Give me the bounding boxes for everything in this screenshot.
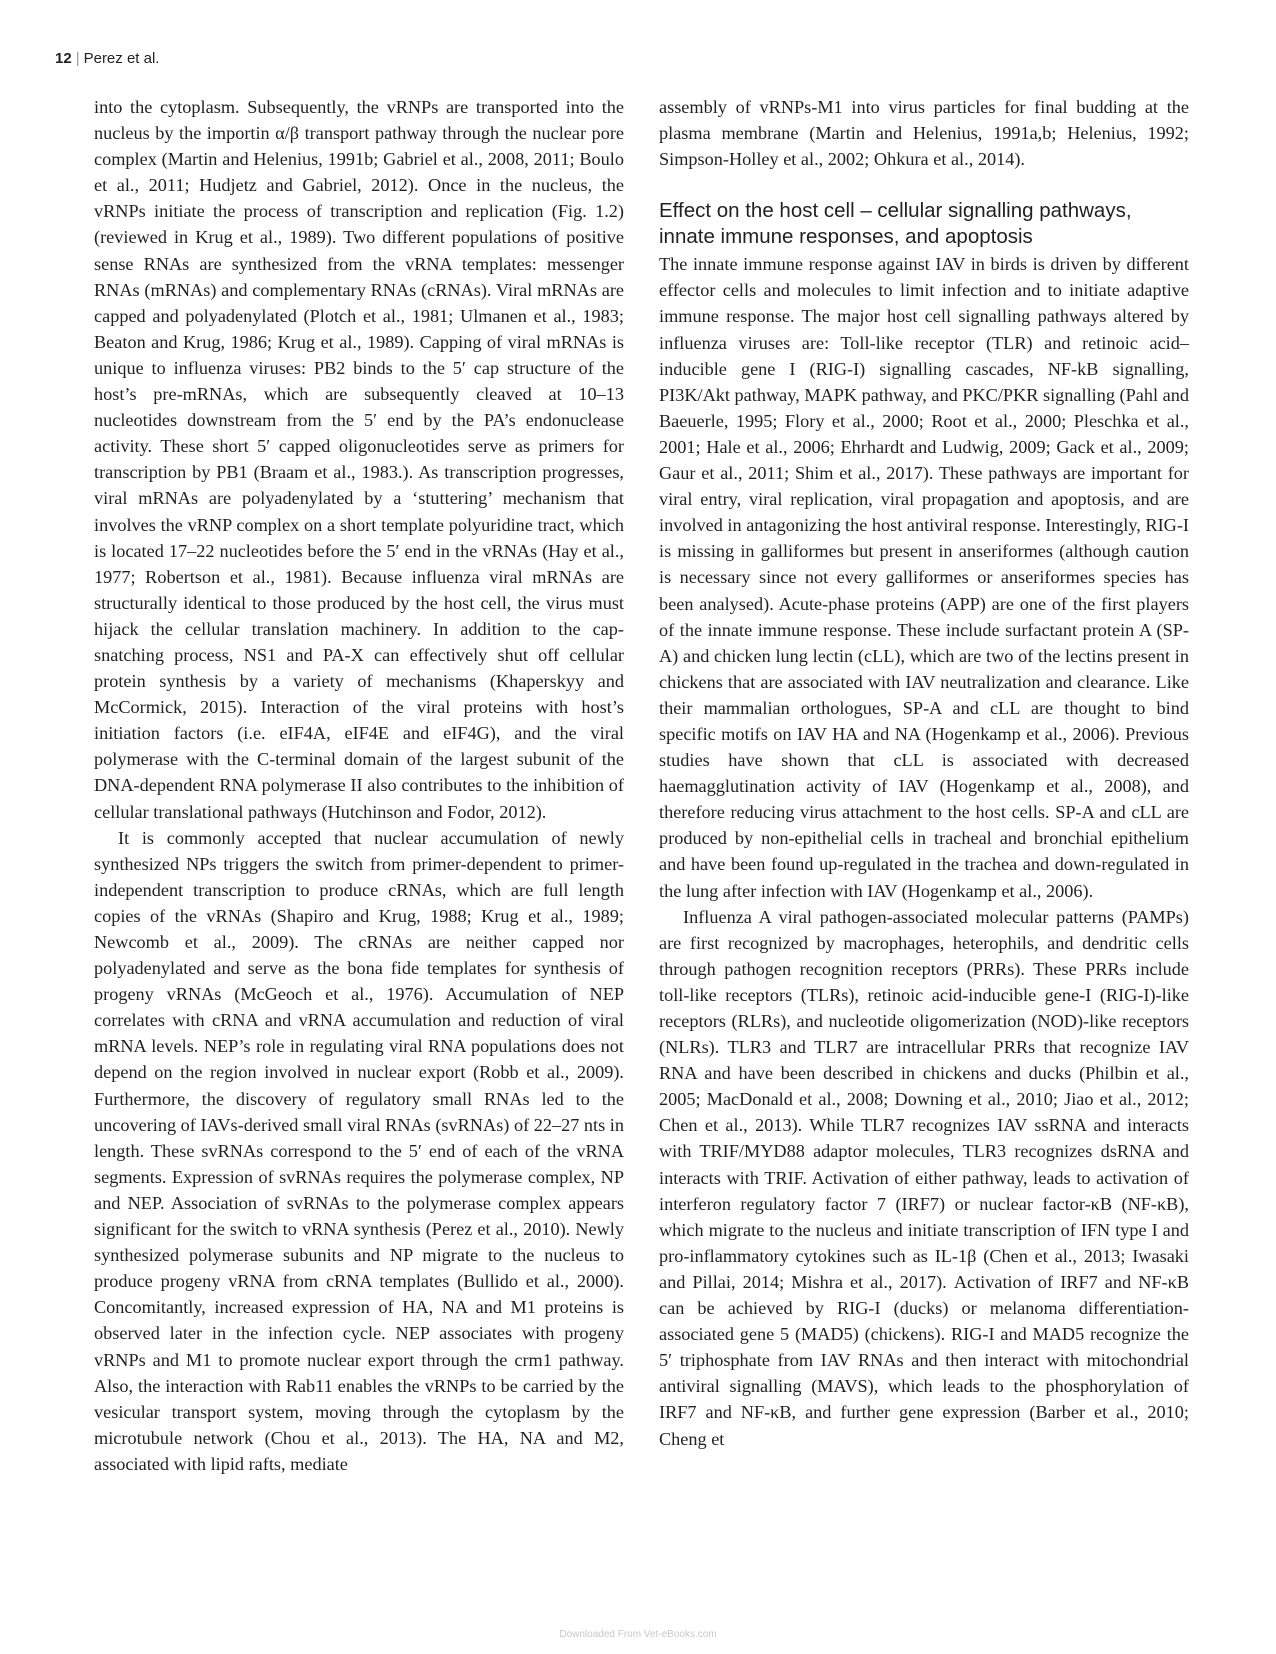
body-paragraph: assembly of vRNPs-M1 into virus particles for final budding at the plasma membrane (Martin and Helenius, 1991a,b; Helenius, 1992; Simpson-Holley et al., 2002; Ohkura et al., 2014).	[659, 97, 1189, 170]
left-column	[94, 94, 624, 1477]
right-column	[659, 94, 1189, 1452]
running-header	[55, 50, 159, 67]
body-paragraph: Influenza A viral pathogen-associated molecular patterns (PAMPs) are first recognized by macrophages, heterophils, and dendritic cells through pathogen recognition receptors (PRRs). These PRRs include toll-like receptors (TLRs), retinoic acid-inducible gene-I (RIG-I)-like receptors (RLRs), and nucleotide oligomerization (NOD)-like receptors (NLRs). TLR3 and TLR7 are intracellular PRRs that recognize IAV RNA and have been described in chickens and ducks (Philbin et al., 2005; MacDonald et al., 2008; Downing et al., 2010; Jiao et al., 2012; Chen et al., 2013). While TLR7 recognizes IAV ssRNA and interacts with TRIF/MYD88 adaptor molecules, TLR3 recognizes dsRNA and interacts with TRIF. Activation of either pathway, leads to activation of interferon regulatory factor 7 (IRF7) or nuclear factor-κB (NF-κB), which migrate to the nucleus and initiate transcription of IFN type I and pro-inflammatory cytokines such as IL-1β (Chen et al., 2013; Iwasaki and Pillai, 2014; Mishra et al., 2017). Activation of IRF7 and NF-κB can be achieved by RIG-I (ducks) or melanoma differentiation-associated gene 5 (MAD5) (chickens). RIG-I and MAD5 recognize the 5′ triphosphate from IAV RNAs and then interact with mitochondrial antiviral signalling (MAVS), which leads to the phosphorylation of IRF7 and NF-κB, and further gene expression (Barber et al., 2010; Cheng et	[659, 906, 1189, 1449]
section-heading: Effect on the host cell – cellular signalling pathways, innate immune responses, and apoptosis	[659, 199, 1132, 249]
body-paragraph: The innate immune response against IAV in birds is driven by different effector cells and molecules to limit infection and to initiate adaptive immune response. The major host cell signalling pathways altered by influenza viruses are: Toll-like receptor (TLR) and retinoic acid– inducible gene I (RIG-I) signalling cascades, NF-kB signalling, PI3K/Akt pathway, MAPK pathway, and PKC/PKR signalling (Pahl and Baeuerle, 1995; Flory et al., 2000; Root et al., 2000; Pleschka et al., 2001; Hale et al., 2006; Ehrhardt and Ludwig, 2009; Gack et al., 2009; Gaur et al., 2011; Shim et al., 2017). These pathways are important for viral entry, viral replication, viral propagation and apoptosis, and are involved in antagonizing the host antiviral response. Interestingly, RIG-I is missing in galliformes but present in anseriformes (although caution is necessary since not every galliformes or anseriformes species has been analysed). Acute-phase proteins (APP) are one of the first players of the innate immune response. These include surfactant protein A (SP-A) and chicken lung lectin (cLL), which are two of the lectins present in chickens that are associated with IAV neutralization and clearance. Like their mammalian orthologues, SP-A and cLL are thought to bind specific motifs on IAV HA and NA (Hogenkamp et al., 2006). Previous studies have shown that cLL is associated with decreased haemagglutination activity of IAV (Hogenkamp et al., 2008), and therefore reducing virus attachment to the host cells. SP-A and cLL are produced by non-epithelial cells in tracheal and bronchial epithelium and have been found up-regulated in the trachea and down-regulated in the lung after infection with IAV (Hogenkamp et al., 2006).	[659, 254, 1189, 901]
page-number: 12	[55, 50, 72, 67]
header-separator: |	[75, 50, 80, 67]
body-paragraph: It is commonly accepted that nuclear accumulation of newly synthesized NPs triggers the switch from primer-dependent to primer-independent transcription to produce cRNAs, which are full length copies of the vRNAs (Shapiro and Krug, 1988; Krug et al., 1989; Newcomb et al., 2009). The cRNAs are neither capped nor polyadenylated and serve as the bona fide templates for synthesis of progeny vRNAs (McGeoch et al., 1976). Accumulation of NEP correlates with cRNA and vRNA accumulation and reduction of viral mRNA levels. NEP’s role in regulating viral RNA populations does not depend on the region involved in nuclear export (Robb et al., 2009). Furthermore, the discovery of regulatory small RNAs led to the uncovering of IAVs-derived small viral RNAs (svRNAs) of 22–27 nts in length. These svRNAs correspond to the 5′ end of each of the vRNA segments. Expression of svRNAs requires the polymerase complex, NP and NEP. Association of svRNAs to the polymerase complex appears significant for the switch to vRNA synthesis (Perez et al., 2010). Newly synthesized polymerase subunits and NP migrate to the nucleus to produce progeny vRNA from cRNA templates (Bullido et al., 2000). Concomitantly, increased expression of HA, NA and M1 proteins is observed later in the infection cycle. NEP associates with progeny vRNPs and M1 to promote nuclear export through the crm1 pathway. Also, the interaction with Rab11 enables the vRNPs to be carried by the vesicular transport system, moving through the cytoplasm by the microtubule network (Chou et al., 2013). The HA, NA and M2, associated with lipid rafts, mediate	[94, 827, 624, 1474]
body-paragraph: into the cytoplasm. Subsequently, the vRNPs are transported into the nucleus by the importin α/β transport pathway through the nuclear pore complex (Martin and Helenius, 1991b; Gabriel et al., 2008, 2011; Boulo et al., 2011; Hudjetz and Gabriel, 2012). Once in the nucleus, the vRNPs initiate the process of transcription and replication (Fig. 1.2) (reviewed in Krug et al., 1989). Two different populations of positive sense RNAs are synthesized from the vRNA templates: messenger RNAs (mRNAs) and complementary RNAs (cRNAs). Viral mRNAs are capped and polyadenylated (Plotch et al., 1981; Ulmanen et al., 1983; Beaton and Krug, 1986; Krug et al., 1989). Capping of viral mRNAs is unique to influenza viruses: PB2 binds to the 5′ cap structure of the host’s pre-mRNAs, which are subsequently cleaved at 10–13 nucleotides downstream from the 5′ end by the PA’s endonuclease activity. These short 5′ capped oligonucleotides serve as primers for transcription by PB1 (Braam et al., 1983.). As transcription progresses, viral mRNAs are polyadenylated by a ‘stuttering’ mechanism that involves the vRNP complex on a short template polyuridine tract, which is located 17–22 nucleotides before the 5′ end in the vRNAs (Hay et al., 1977; Robertson et al., 1981). Because influenza viral mRNAs are structurally identical to those produced by the host cell, the virus must hijack the cellular translation machinery. In addition to the cap-snatching process, NS1 and PA-X can effectively shut off cellular protein synthesis by a variety of mechanisms (Khaperskyy and McCormick, 2015). Interaction of the viral proteins with host’s initiation factors (i.e. eIF4A, eIF4E and eIF4G), and the viral polymerase with the C-terminal domain of the largest subunit of the DNA-dependent RNA polymerase II also contributes to the inhibition of cellular translational pathways (Hutchinson and Fodor, 2012).	[94, 97, 624, 822]
running-title: Perez et al.	[83, 50, 160, 67]
download-watermark: Downloaded From Vet-eBooks.com	[559, 1629, 717, 1640]
